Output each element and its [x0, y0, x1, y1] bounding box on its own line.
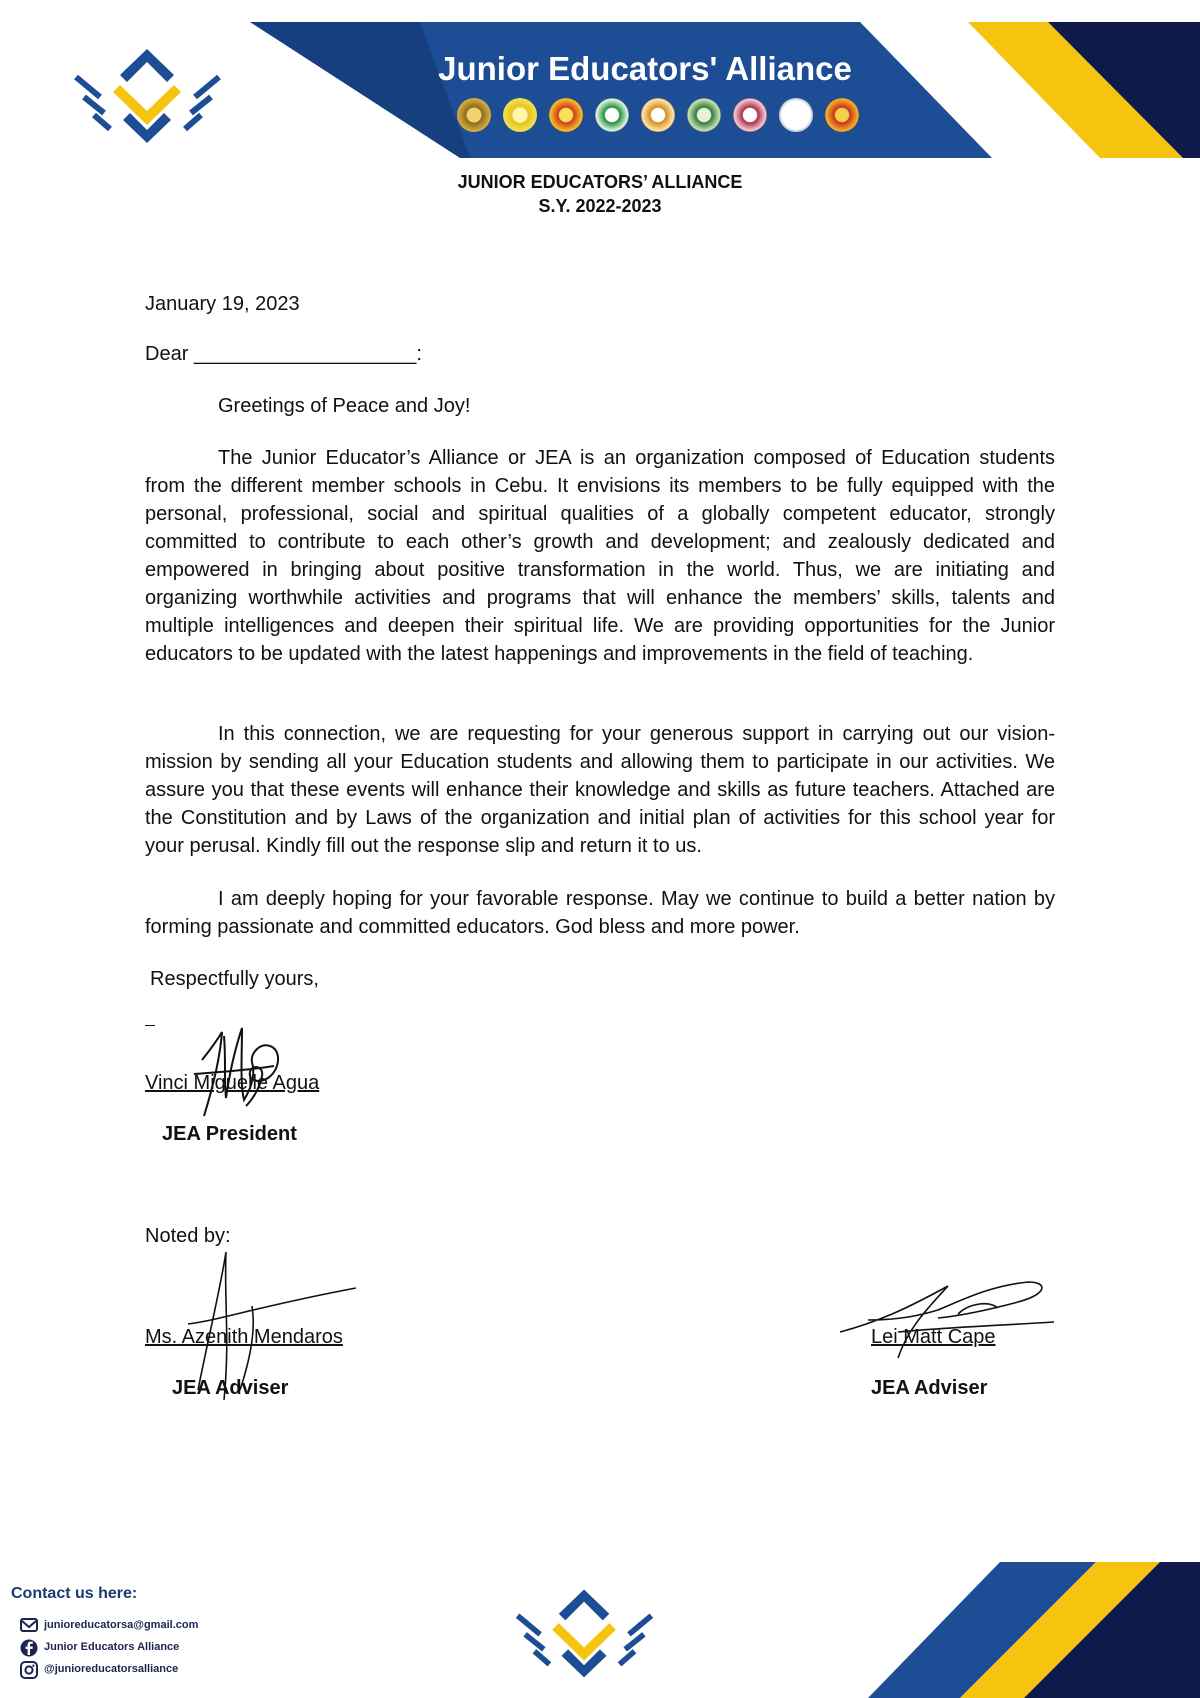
salutation: Dear ____________________: — [145, 343, 422, 365]
school-seal-icon — [779, 98, 813, 132]
footer-corner-band — [860, 1560, 1200, 1698]
school-seal-icon — [825, 98, 859, 132]
contact-email-text: junioreducatorsa@gmail.com — [44, 1619, 199, 1631]
school-seal-icon — [549, 98, 583, 132]
document-title — [300, 170, 900, 218]
president-signature — [190, 1020, 290, 1120]
instagram-icon — [20, 1661, 38, 1679]
school-seal-icon — [503, 98, 537, 132]
school-seal-icon — [595, 98, 629, 132]
greeting: Greetings of Peace and Joy! — [218, 395, 471, 417]
org-name-banner: Junior Educators' Alliance — [438, 50, 852, 87]
adviser-1-role: JEA Adviser — [172, 1377, 289, 1399]
president-role: JEA President — [162, 1123, 297, 1145]
school-seal-icon — [457, 98, 491, 132]
paragraph-hope: I am deeply hoping for your favorable response. May we continue to build a better nation by forming passionate and committed educators. God bless and more power. — [145, 888, 1055, 938]
jea-footer-logo — [512, 1585, 657, 1680]
adviser-2-signature — [838, 1278, 1058, 1368]
contact-instagram-text: @junioreducatorsalliance — [44, 1663, 179, 1675]
noted-by-label: Noted by: — [145, 1225, 231, 1247]
school-seal-icon — [687, 98, 721, 132]
paragraph-intro: The Junior Educator’s Alliance or JEA is an organization composed of Education students from the different member schools in Cebu. It envisions its members to be fully equipped with the personal, professional, social and spiritual qualities of a globally competent educator, strongly committed to contribute to each other’s growth and development; and zealously dedicated and empowered in bringing about positive transformation in the world. Thus, we are initiating and organizing worthwhile activities and programs that will enhance the members’ skills, talents and multiple intelligences and deepen their spiritual life. We are providing opportunities for the Junior educators to be updated with the latest happenings and improvements in the field of teaching. — [145, 447, 1055, 665]
school-seal-icon — [641, 98, 675, 132]
letter-date: January 19, 2023 — [145, 293, 300, 315]
title-line-2: S.Y. 2022-2023 — [538, 196, 662, 216]
closing: Respectfully yours, — [150, 968, 319, 990]
adviser-1-name: Ms. Azenith Mendaros — [145, 1326, 343, 1348]
jea-logo — [70, 45, 225, 145]
adviser-2-role: JEA Adviser — [871, 1377, 988, 1399]
member-school-seals — [455, 98, 865, 138]
president-name: Vinci Miguelle Agua — [145, 1072, 320, 1094]
paragraph-request: In this connection, we are requesting for your generous support in carrying out our vision-mission by sending all your Education students and allowing them to participate in our activities. We assure you that these events will enhance their knowledge and skills as future teachers. Attached are the Constitution and by Laws of the organization and initial plan of activities for this school year for your perusal. Kindly fill out the response slip and return it to us. — [145, 723, 1055, 857]
facebook-icon — [20, 1639, 38, 1657]
signature-mark — [145, 1025, 155, 1026]
contact-title: Contact us here: — [11, 1585, 138, 1602]
school-seal-icon — [733, 98, 767, 132]
adviser-2-name: Lei Matt Cape — [871, 1326, 996, 1348]
title-line-1: JUNIOR EDUCATORS’ ALLIANCE — [457, 172, 743, 192]
email-icon — [20, 1617, 38, 1633]
contact-facebook-text: Junior Educators Alliance — [44, 1641, 180, 1653]
